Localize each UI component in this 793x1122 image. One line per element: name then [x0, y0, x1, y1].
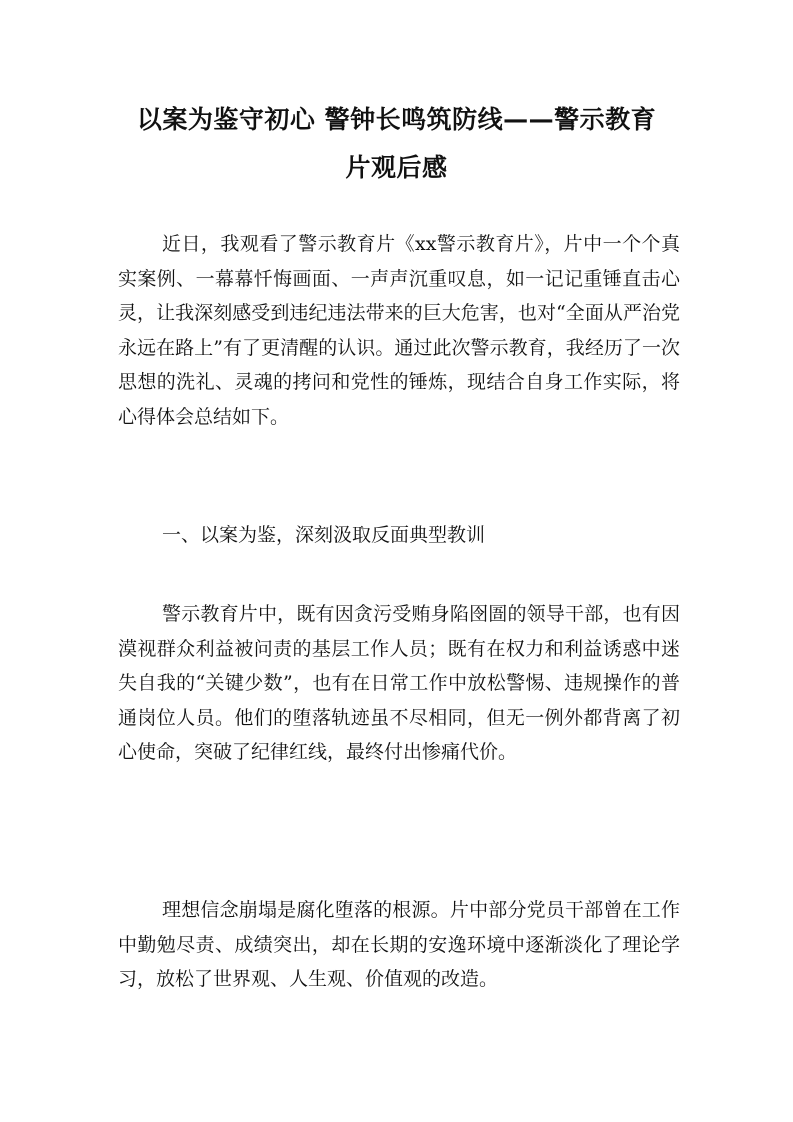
paragraph-intro: 近日，我观看了警示教育片《xx警示教育片》，片中一个个真实案例、一幕幕忏悔画面、一声声沉重叹息，如一记记重锤直击心灵，让我深刻感受到违纪违法带来的巨大危害，也对“全面从严治党永远在路上”有了更清醒的认识。通过此次警示教育，我经历了一次思想的洗礼、灵魂的拷问和党性的锤炼，现结合自身工作实际，将心得体会总结如下。 [118, 233, 680, 428]
title-line-1: 以案为鉴守初心 警钟长鸣筑防线——警示教育 [136, 105, 657, 134]
title-line-2: 片观后感 [345, 153, 448, 182]
paragraph-cases: 警示教育片中，既有因贪污受贿身陷囹圄的领导干部，也有因漠视群众利益被问责的基层工作人员；既有在权力和利益诱惑中迷失自我的“关键少数”，也有在日常工作中放松警惕、违规操作的普通岗位人员。他们的堕落轨迹虽不尽相同，但无一例外都背离了初心使命，突破了纪律红线，最终付出惨痛代价。 [118, 603, 680, 763]
section-heading-1: 一、以案为鉴，深刻汲取反面典型教训 [162, 524, 486, 546]
paragraph-beliefs: 理想信念崩塌是腐化堕落的根源。片中部分党员干部曾在工作中勤勉尽责、成绩突出，却在长期的安逸环境中逐渐淡化了理论学习，放松了世界观、人生观、价值观的改造。 [118, 899, 680, 990]
document-title [110, 96, 683, 192]
